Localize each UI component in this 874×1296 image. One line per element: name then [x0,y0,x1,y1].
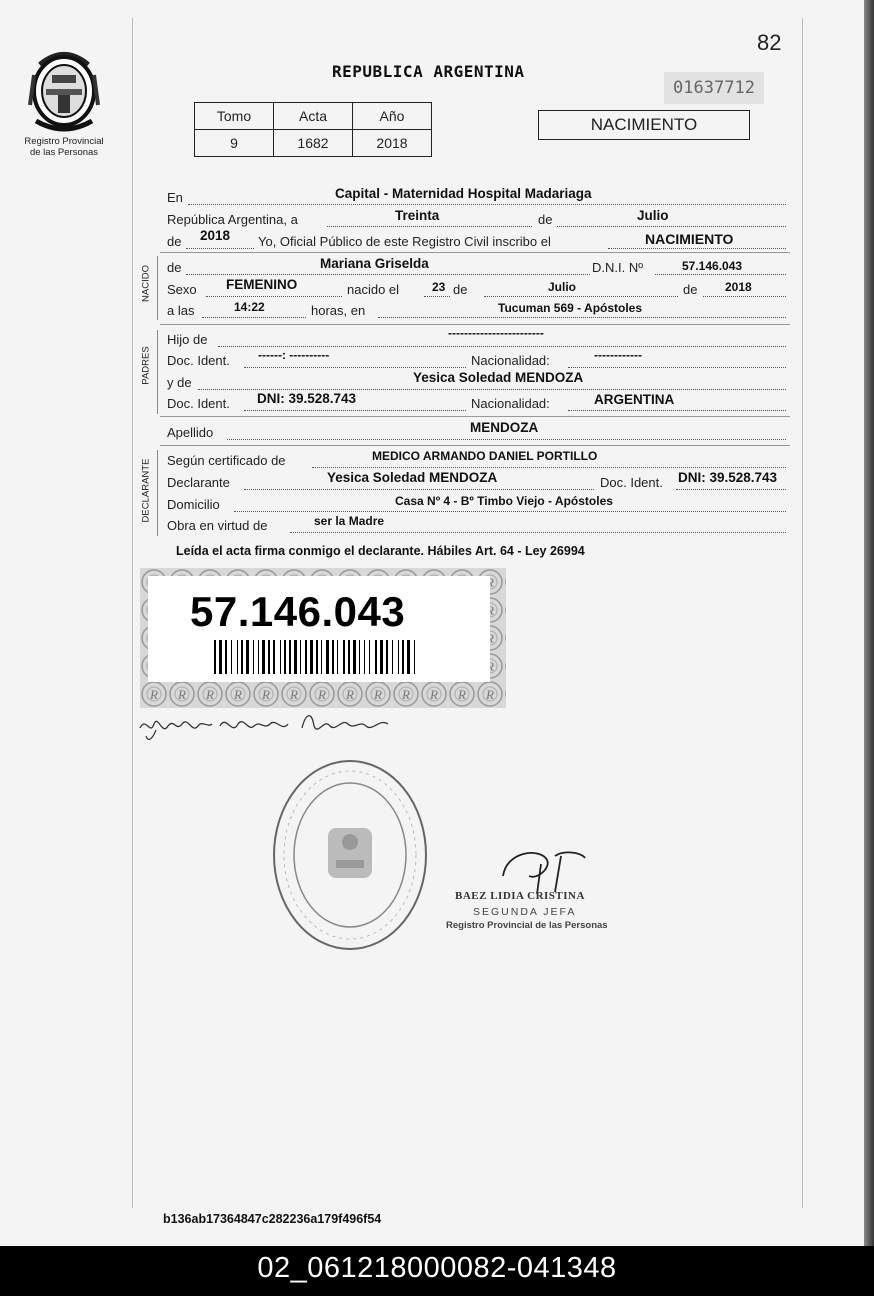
barcode-icon [214,640,420,674]
dotted-line [703,295,786,297]
dotted-line [378,316,786,318]
value-father-nationality: ------------ [594,348,642,362]
dotted-line [327,225,532,227]
register-value-acta: 1682 [274,130,353,157]
section-divider [157,330,158,414]
value-birth-day: 23 [432,280,446,294]
agency-name-line2: de las Personas [29,147,99,158]
section-divider [157,450,158,536]
value-father: ------------------------ [448,326,544,340]
value-act: NACIMIENTO [645,231,734,247]
agency-name-line1: Registro Provincial [24,136,104,147]
dotted-line [568,366,786,368]
label-declarant-doc: Doc. Ident. [600,475,663,490]
value-birth-place: Tucuman 569 - Apóstoles [498,301,643,315]
dotted-line [608,247,786,249]
value-place: Capital - Maternidad Hospital Madariaga [335,186,592,201]
register-table-value-row [195,130,432,157]
register-value-anio: 2018 [353,130,432,157]
agency-name [8,136,120,158]
label-obra: Obra en virtud de [167,518,268,533]
section-label-declarante: DECLARANTE [140,458,152,523]
value-child-name: Mariana Griselda [320,256,429,271]
dotted-line [484,295,678,297]
label-apellido: Apellido [167,425,214,440]
official-name: BAEZ LIDIA CRISTINA [455,890,585,902]
dotted-line [244,366,466,368]
register-header-tomo: Tomo [195,103,274,130]
section-separator [160,445,790,446]
label-certificado: Según certificado de [167,453,286,468]
label-y-de: y de [167,375,192,390]
register-table [194,102,432,157]
section-separator [160,252,790,253]
section-label-padres: PADRES [140,346,152,385]
dotted-line [227,438,786,440]
value-sex: FEMENINO [226,277,298,292]
label-dni: D.N.I. Nº [592,260,643,275]
label-de: de [538,212,553,227]
label-de-year: de [167,234,182,249]
value-mother: Yesica Soledad MENDOZA [413,370,584,385]
label-de-month: de [453,282,468,297]
label-de-birth-year: de [683,282,698,297]
dotted-line [186,273,590,275]
dotted-line [568,409,786,411]
value-domicile: Casa Nº 4 - Bº Timbo Viejo - Apóstoles [395,494,613,508]
value-certifier: MEDICO ARMANDO DANIEL PORTILLO [372,449,598,463]
stamp-id-number: 57.146.043 [190,588,406,635]
dotted-line [218,345,786,347]
register-header-acta: Acta [274,103,353,130]
closing-statement: Leída el acta firma conmigo el declarante. Hábiles Art. 64 - Ley 26994 [176,544,585,558]
dotted-line [206,295,342,297]
section-separator [160,416,790,417]
section-label-nacido: NACIDO [140,265,152,302]
dotted-line [676,488,786,490]
label-horas-en: horas, en [311,303,366,318]
official-office: Registro Provincial de las Personas [446,920,608,931]
label-republic: República Argentina, a [167,212,298,227]
value-surname: MENDOZA [470,420,539,435]
official-seal [270,756,430,954]
value-year: 2018 [200,228,231,243]
value-birth-time: 14:22 [234,300,265,314]
dotted-line [312,466,786,468]
label-declarante: Declarante [167,475,230,490]
value-birth-month: Julio [548,280,577,294]
dotted-line [290,531,786,533]
label-father-nationality: Nacionalidad: [471,353,550,368]
register-value-tomo: 9 [195,130,274,157]
official-role: SEGUNDA JEFA [473,906,577,918]
value-day-text: Treinta [395,208,440,223]
dotted-line [198,388,786,390]
dotted-line [186,247,254,249]
dotted-line [244,409,466,411]
page-number: 82 [757,30,782,55]
label-domicilio: Domicilio [167,497,220,512]
dotted-line [655,273,786,275]
serial-number: 01637712 [664,72,764,104]
province-coat-of-arms-icon [26,45,102,133]
footer-file-code: 02_061218000082-041348 [0,1246,874,1296]
document-hash: b136ab17364847c282236a179f496f54 [163,1212,382,1226]
official-signature [485,846,595,896]
declarant-signature [136,706,398,746]
label-hijo-de: Hijo de [167,332,208,347]
value-declarant: Yesica Soledad MENDOZA [327,470,498,485]
value-declarant-doc: DNI: 39.528.743 [678,470,778,485]
label-nacido-el: nacido el [347,282,400,297]
register-table-header-row [195,103,432,130]
section-divider [157,256,158,320]
dotted-line [202,316,306,318]
page-edge-shadow [864,0,874,1246]
section-separator [160,324,790,325]
value-month: Julio [637,208,669,223]
register-header-anio: Año [353,103,432,130]
label-de-name: de [167,260,182,275]
label-en: En [167,190,183,205]
value-mother-nationality: ARGENTINA [594,392,675,407]
value-obra: ser la Madre [314,514,385,528]
label-inscribe: Yo, Oficial Público de este Registro Civil inscribo el [258,234,551,249]
label-mother-doc: Doc. Ident. [167,396,230,411]
dotted-line [557,225,786,227]
value-father-doc: ------: ---------- [258,348,330,362]
value-mother-doc: DNI: 39.528.743 [257,391,357,406]
record-type-box: NACIMIENTO [538,110,750,140]
label-mother-nationality: Nacionalidad: [471,396,550,411]
dotted-line [188,203,786,205]
dotted-line [424,295,450,297]
label-a-las: a las [167,303,195,318]
value-birth-year: 2018 [725,280,752,294]
right-margin-line [802,18,803,1208]
value-child-dni: 57.146.043 [682,259,743,273]
dotted-line [244,488,594,490]
dotted-line [234,510,786,512]
label-father-doc: Doc. Ident. [167,353,230,368]
document-title: REPUBLICA ARGENTINA [332,62,525,81]
left-margin-line [132,18,133,1208]
label-sexo: Sexo [167,282,197,297]
